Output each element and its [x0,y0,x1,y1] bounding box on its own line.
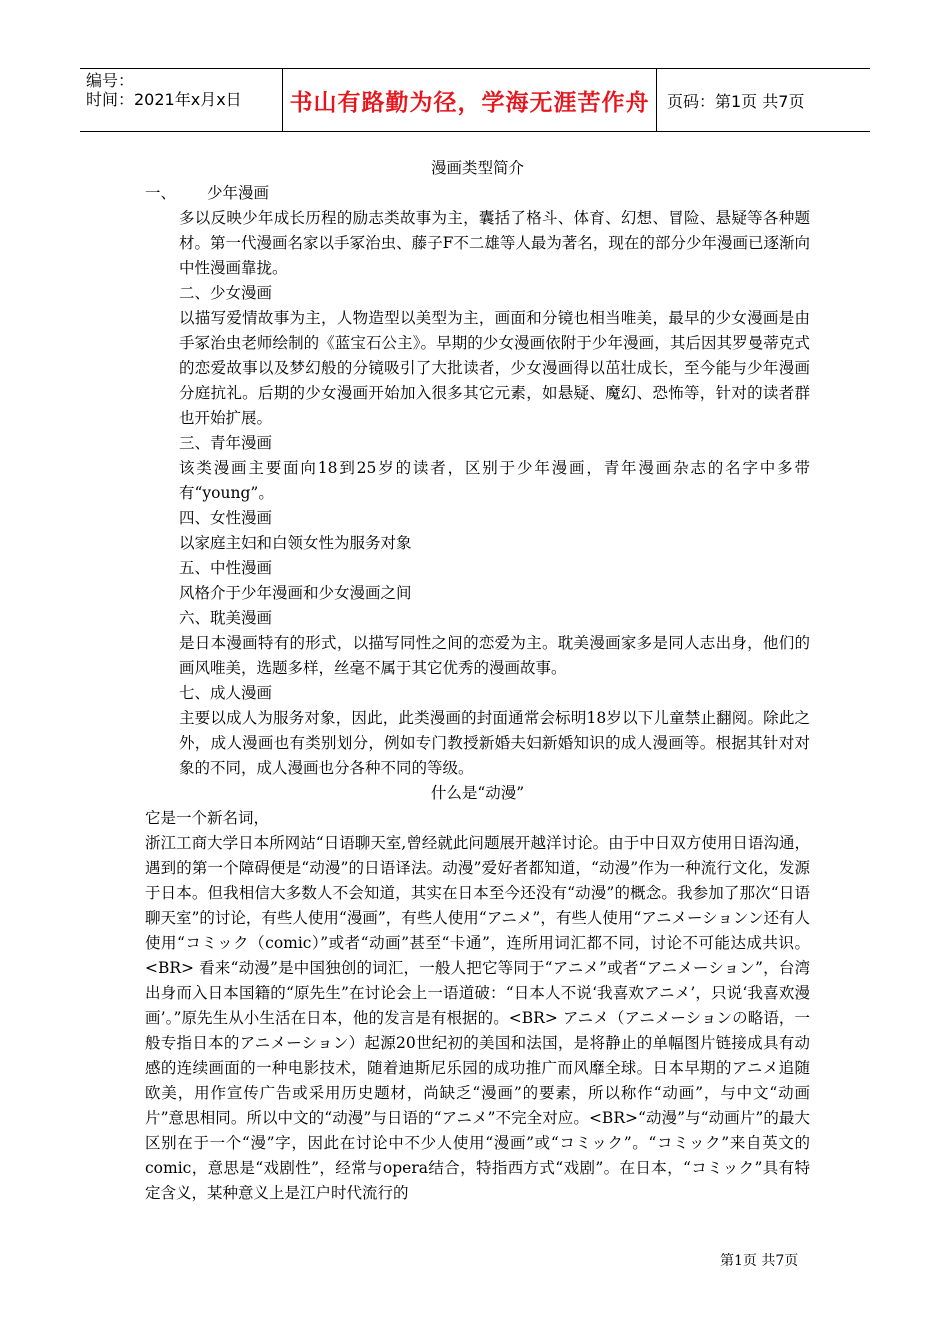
number-label: 编号： [86,71,135,90]
header-motto: 书山有路勤为径，学海无涯苦作舟 [283,69,657,131]
section-2-body: 以描写爱情故事为主，人物造型以美型为主，画面和分镜也相当唯美，最早的少女漫画是由手冢治虫老师绘制的《蓝宝石公主》。早期的少女漫画依附于少年漫画，其后因其罗曼蒂克式的恋爱故事以及梦幻般的分镜吸引了大批读者，少女漫画得以茁壮成长，至今能与少年漫画分庭抗礼。后期的少女漫画开始加入很多其它元素，如悬疑、魔幻、恐怖等，针对的读者群也开始扩展。 [179,309,810,427]
paragraph-2: 浙江工商大学日本所网站“日语聊天室,曾经就此问题展开越洋讨论。由于中日双方使用日语沟通，遇到的第一个障碍便是“动漫”的日语译法。动漫”爱好者都知道，“动漫”作为一种流行文化，发源于日本。但我相信大多数人不会知道，其实在日本至今还没有“动漫”的概念。我参加了那次“日语聊天室”的讨论，有些人使用“漫画”，有些人使用“アニメ”，有些人使用“アニメーションン还有人使用“コミック（comic）”或者“动画”甚至“卡通”，连所用词汇都不同，讨论不可能达成共识。<BR> 看来“动漫”是中国独创的词汇，一般人把它等同于“アニメ”或者“アニメーション”，台湾出身而入日本国籍的“原先生”在讨论会上一语道破：“日本人不说‘我喜欢アニメ’，只说‘我喜欢漫画’。”原先生从小生活在日本，他的发言是有根据的。<BR> アニメ（アニメーションの略语，一般专指日本的アニメーション）起源20世纪初的美国和法国，是将静止的单幅图片链接成具有动感的连续画面的一种电影技术，随着迪斯尼乐园的成功推广而风靡全球。日本早期的アニメ追随欧美，用作宣传广告或采用历史题材，尚缺乏“漫画”的要素，所以称作“动画”，与中文“动画片”意思相同。所以中文的“动漫”与日语的“アニメ”不完全对应。<BR>“动漫”与“动画片”的最大区别在于一个“漫”字，因此在讨论中不少人使用“漫画”或“コミック”。“コミック”来自英文的comic，意思是“戏剧性”，经常与opera结合，特指西方式“戏剧”。在日本，“コミック”具有特定含义，某种意义上是江户时代流行的 [145,834,810,1202]
section-number: 一、 [145,184,177,202]
section-6-body: 是日本漫画特有的形式，以描写同性之间的恋爱为主。耽美漫画家多是同人志出身，他们的画风唯美，选题多样，丝毫不属于其它优秀的漫画故事。 [179,634,810,677]
section-heading-4: 四、女性漫画 [179,509,273,527]
section-heading-1 [145,181,810,206]
section-1-body: 多以反映少年成长历程的励志类故事为主，囊括了格斗、体育、幻想、冒险、悬疑等各种题材。第一代漫画名家以手冢治虫、藤子F不二雄等人最为著名，现在的部分少年漫画已逐渐向中性漫画靠拢。 [179,209,810,277]
time-label: 时间：2021年x月x日 [86,90,242,109]
section-heading-2: 二、少女漫画 [179,284,273,302]
page-header [80,68,870,132]
section-heading-5: 五、中性漫画 [179,559,273,577]
subtitle: 什么是“动漫” [430,784,525,802]
section-7-body: 主要以成人为服务对象，因此，此类漫画的封面通常会标明18岁以下儿童禁止翻阅。除此之外，成人漫画也有类别划分，例如专门教授新婚夫妇新婚知识的成人漫画等。根据其针对对象的不同，成人漫画也分各种不同的等级。 [179,709,810,777]
section-heading-7: 七、成人漫画 [179,684,273,702]
section-3-body: 该类漫画主要面向18到25岁的读者，区别于少年漫画，青年漫画杂志的名字中多带有“young”。 [179,459,810,502]
document-title: 漫画类型简介 [430,159,524,177]
section-heading-3: 三、青年漫画 [179,434,273,452]
section-5-body: 风格介于少年漫画和少女漫画之间 [179,584,412,602]
section-title: 少年漫画 [207,184,270,202]
header-meta [80,69,283,131]
section-heading-6: 六、耽美漫画 [179,609,273,627]
document-body [145,156,810,1206]
header-page-label: 页码：第1页 共7页 [667,91,805,111]
section-4-body: 以家庭主妇和白领女性为服务对象 [179,534,412,552]
page-footer: 第1页 共7页 [720,1253,799,1269]
paragraph-1: 它是一个新名词， [145,809,270,827]
